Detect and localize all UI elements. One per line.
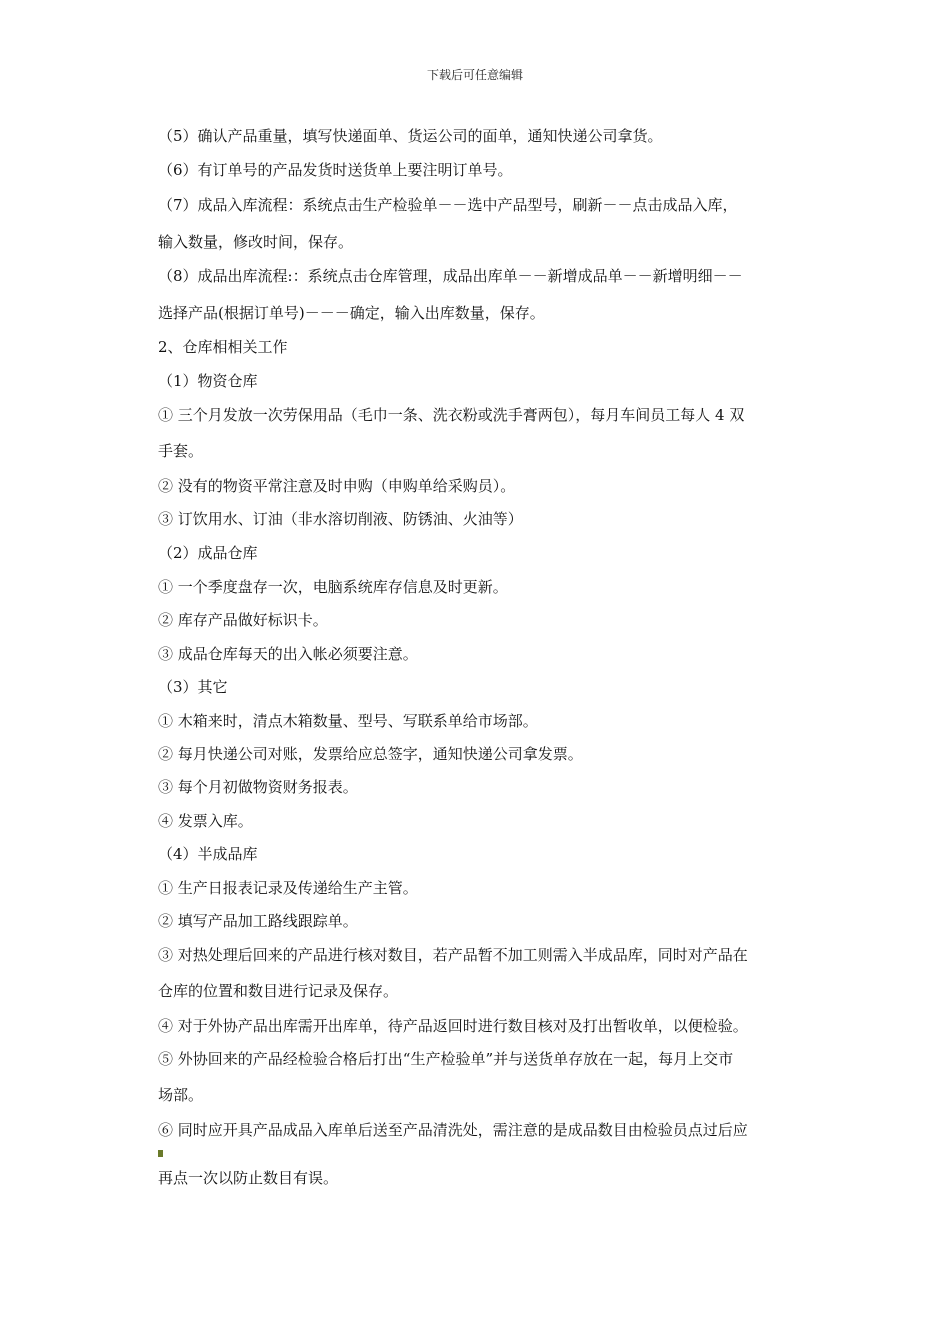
text-line: ④ 发票入库。 — [158, 812, 253, 830]
text-line: 选择产品(根据订单号)－－－确定，输入出库数量，保存。 — [158, 304, 545, 322]
text-line: ② 填写产品加工路线跟踪单。 — [158, 912, 358, 930]
subsection-heading: （4）半成品库 — [158, 845, 258, 863]
text-line: ⑤ 外协回来的产品经检验合格后打出“生产检验单”并与送货单存放在一起，每月上交市 — [158, 1050, 734, 1068]
text-line: ③ 每个月初做物资财务报表。 — [158, 778, 358, 796]
text-line: 场部。 — [158, 1086, 204, 1104]
text-line: ① 生产日报表记录及传递给生产主管。 — [158, 879, 418, 897]
text-line: 输入数量，修改时间，保存。 — [158, 233, 354, 251]
page-header: 下载后可任意编辑 — [426, 68, 523, 82]
text-line: ② 库存产品做好标识卡。 — [158, 611, 328, 629]
text-line: ③ 订饮用水、订油（非水溶切削液、防锈油、火油等） — [158, 510, 523, 528]
text-line: ② 没有的物资平常注意及时申购（申购单给采购员）。 — [158, 477, 516, 495]
text-line: ① 木箱来时，清点木箱数量、型号、写联系单给市场部。 — [158, 712, 538, 730]
text-line: ③ 对热处理后回来的产品进行核对数目，若产品暂不加工则需入半成品库，同时对产品在 — [158, 946, 748, 964]
subsection-heading: （1）物资仓库 — [158, 372, 258, 390]
text-line: 再点一次以防止数目有误。 — [158, 1169, 339, 1187]
text-line: ③ 成品仓库每天的出入帐必须要注意。 — [158, 645, 418, 663]
text-line: ④ 对于外协产品出库需开出库单，待产品返回时进行数目核对及打出暂收单，以便检验。 — [158, 1017, 748, 1035]
text-line: ⑥ 同时应开具产品成品入库单后送至产品清洗处，需注意的是成品数目由检验员点过后应 — [158, 1121, 748, 1139]
subsection-heading: （2）成品仓库 — [158, 544, 258, 562]
section-heading: 2、仓库相相关工作 — [158, 338, 288, 356]
text-line: （6）有订单号的产品发货时送货单上要注明订单号。 — [158, 161, 513, 179]
text-line: ① 一个季度盘存一次，电脑系统库存信息及时更新。 — [158, 578, 508, 596]
text-line: （5）确认产品重量，填写快递面单、货运公司的面单，通知快递公司拿货。 — [158, 127, 663, 145]
anchor-marker — [158, 1150, 163, 1157]
text-line: （7）成品入库流程：系统点击生产检验单－－选中产品型号，刷新－－点击成品入库， — [158, 196, 738, 214]
subsection-heading: （3）其它 — [158, 678, 228, 696]
text-line: ② 每月快递公司对账，发票给应总签字，通知快递公司拿发票。 — [158, 745, 583, 763]
text-line: 手套。 — [158, 442, 204, 460]
text-line: （8）成品出库流程:：系统点击仓库管理，成品出库单－－新增成品单－－新增明细－－ — [158, 267, 743, 285]
text-line: 仓库的位置和数目进行记录及保存。 — [158, 982, 399, 1000]
text-line: ① 三个月发放一次劳保用品（毛巾一条、洗衣粉或洗手膏两包），每月车间员工每人 4 双 — [158, 406, 745, 424]
